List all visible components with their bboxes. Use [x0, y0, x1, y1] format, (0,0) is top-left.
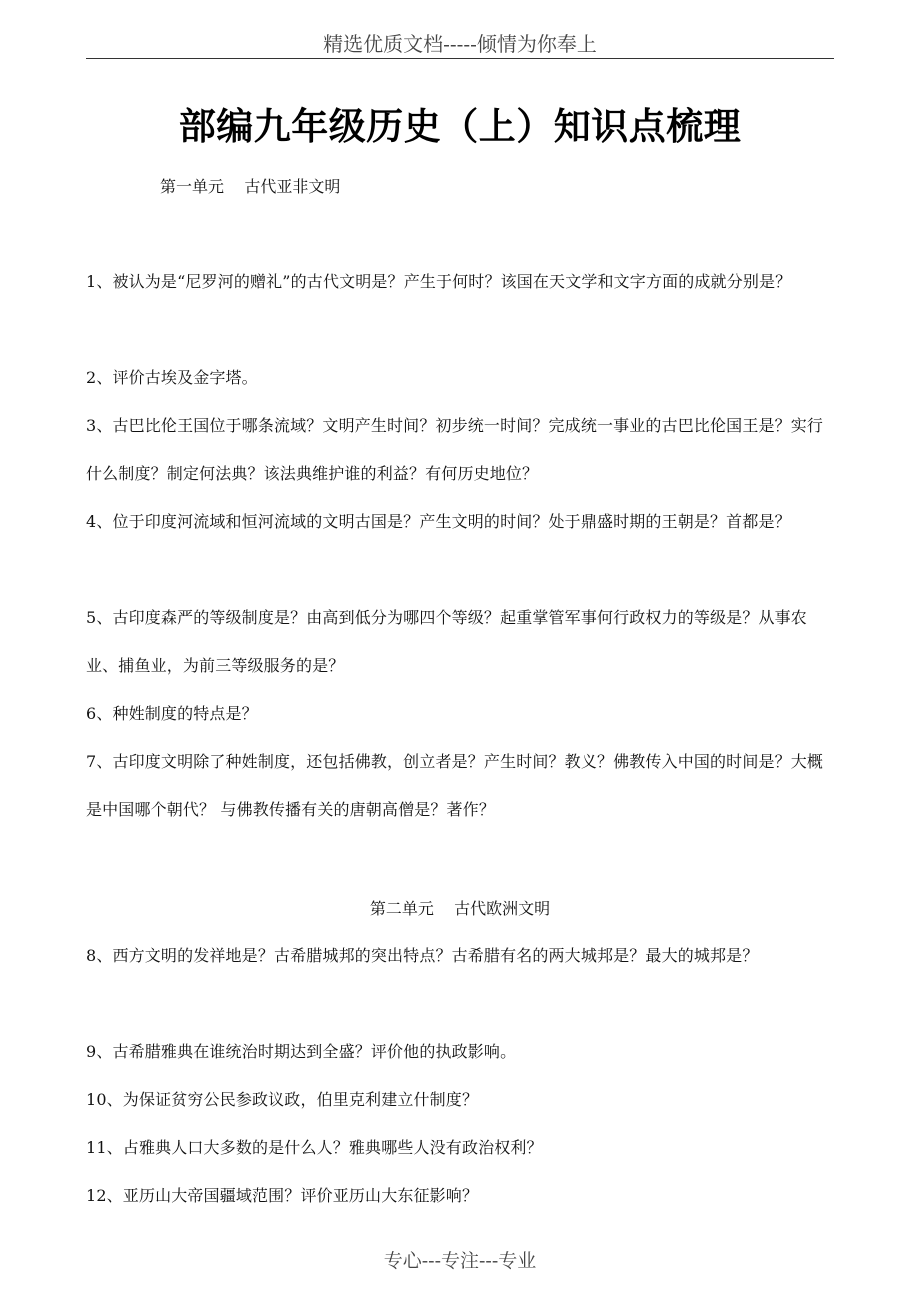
page-footer: 专心---专注---专业	[383, 1250, 537, 1272]
question-2: 2、评价古埃及金字塔。	[86, 368, 258, 387]
question-9: 9、古希腊雅典在谁统治时期达到全盛？评价他的执政影响。	[86, 1042, 517, 1061]
question-12: 12、亚历山大帝国疆域范围？评价亚历山大东征影响？	[86, 1186, 479, 1205]
unit-heading-2: 第二单元 古代欧洲文明	[369, 899, 551, 918]
question-7: 7、古印度文明除了种姓制度，还包括佛教，创立者是？产生时间？教义？佛教传入中国的时间是？大概是中国哪个朝代？ 与佛教传播有关的唐朝高僧是？著作？	[86, 752, 824, 819]
question-11: 11、占雅典人口大多数的是什么人？雅典哪些人没有政治权利？	[86, 1138, 543, 1157]
question-4: 4、位于印度河流域和恒河流域的文明古国是？产生文明的时间？处于鼎盛时期的王朝是？首都是？	[86, 512, 791, 531]
question-5: 5、古印度森严的等级制度是？由高到低分为哪四个等级？起重掌管军事何行政权力的等级是？从事农业、捕鱼业，为前三等级服务的是？	[86, 608, 807, 675]
unit-heading-1: 第一单元 古代亚非文明	[160, 177, 341, 196]
question-3: 3、古巴比伦王国位于哪条流域？文明产生时间？初步统一时间？完成统一事业的古巴比伦国王是？实行什么制度？制定何法典？该法典维护谁的利益？有何历史地位？	[86, 416, 824, 483]
header-text: 精选优质文档-----倾情为你奉上	[323, 32, 597, 56]
question-1: 1、被认为是“尼罗河的赠礼”的古代文明是？产生于何时？该国在天文学和文字方面的成就分别是？	[86, 272, 792, 291]
question-6: 6、种姓制度的特点是？	[86, 704, 258, 723]
document-title: 部编九年级历史（上）知识点梳理	[178, 105, 742, 148]
question-10: 10、为保证贫穷公民参政议政，伯里克利建立什制度？	[86, 1090, 479, 1109]
question-8: 8、西方文明的发祥地是？古希腊城邦的突出特点？古希腊有名的两大城邦是？最大的城邦是？	[86, 946, 759, 965]
page-header	[86, 22, 834, 59]
